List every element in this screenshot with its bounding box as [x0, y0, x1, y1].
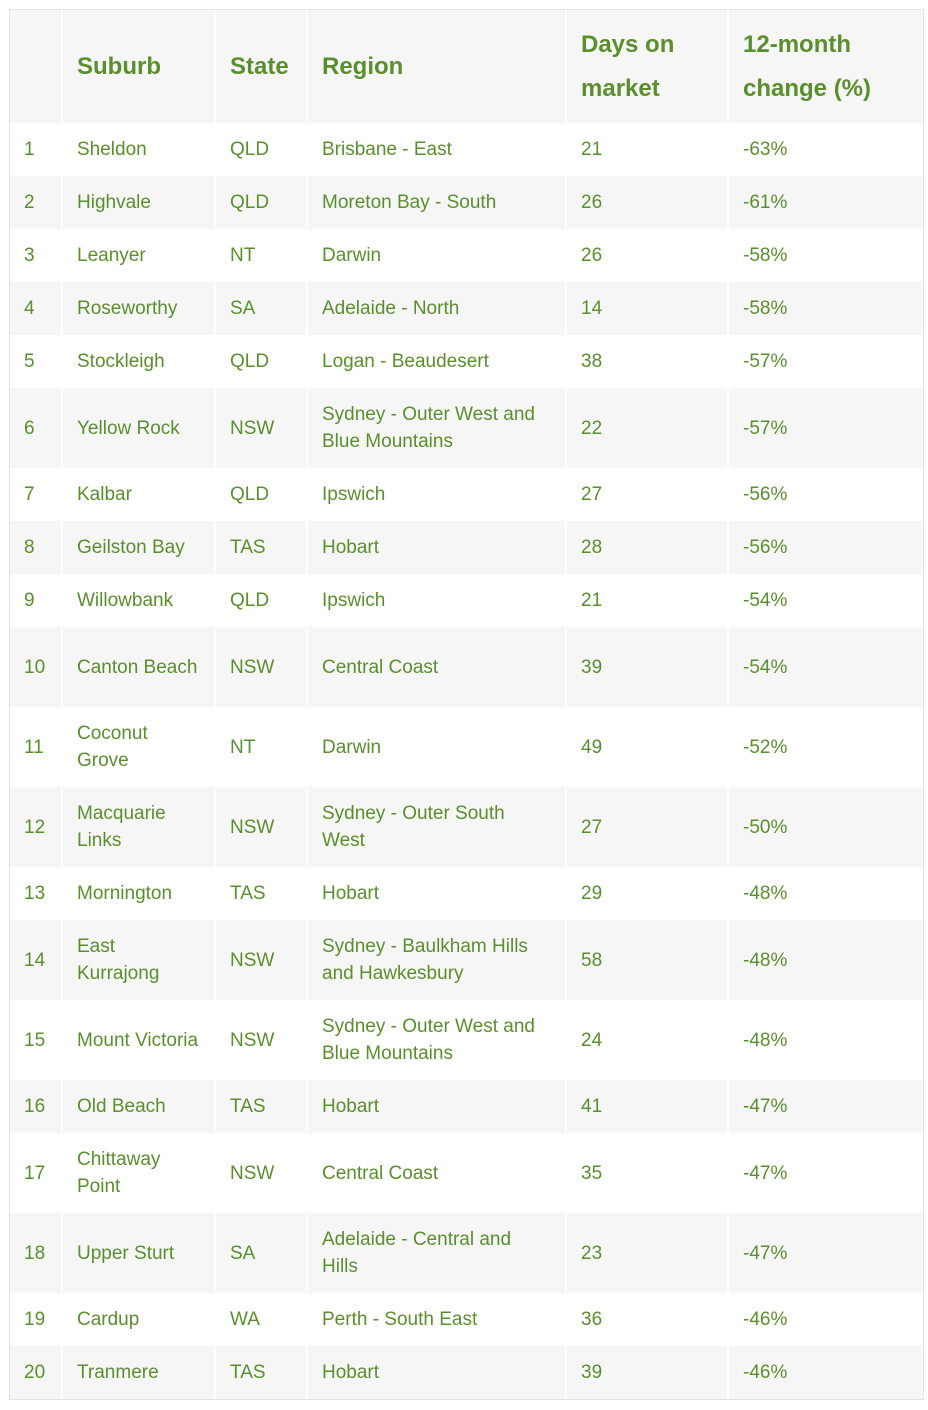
cell-12-month-change: -48%	[728, 867, 923, 920]
table-row	[10, 1080, 923, 1133]
table-row	[10, 468, 923, 521]
cell-12-month-change: -58%	[728, 229, 923, 282]
cell-region: Hobart	[307, 521, 566, 574]
table-row	[10, 388, 923, 468]
cell-rank: 20	[10, 1346, 62, 1399]
cell-region: Ipswich	[307, 574, 566, 627]
table-row	[10, 1213, 923, 1293]
cell-state: NT	[215, 707, 307, 787]
cell-suburb: Cardup	[62, 1293, 215, 1346]
cell-12-month-change: -47%	[728, 1080, 923, 1133]
cell-region: Adelaide - North	[307, 282, 566, 335]
cell-region: Central Coast	[307, 627, 566, 707]
cell-state: SA	[215, 1213, 307, 1293]
cell-12-month-change: -57%	[728, 388, 923, 468]
table-row	[10, 521, 923, 574]
cell-rank: 5	[10, 335, 62, 388]
cell-region: Sydney - Outer West and Blue Mountains	[307, 388, 566, 468]
cell-rank: 13	[10, 867, 62, 920]
cell-days-on-market: 26	[566, 176, 728, 229]
cell-rank: 16	[10, 1080, 62, 1133]
table-row	[10, 707, 923, 787]
cell-12-month-change: -46%	[728, 1346, 923, 1399]
cell-region: Darwin	[307, 229, 566, 282]
cell-days-on-market: 49	[566, 707, 728, 787]
cell-suburb: Upper Sturt	[62, 1213, 215, 1293]
cell-suburb: Macquarie Links	[62, 787, 215, 867]
cell-12-month-change: -57%	[728, 335, 923, 388]
table-row	[10, 787, 923, 867]
cell-rank: 6	[10, 388, 62, 468]
cell-state: NSW	[215, 388, 307, 468]
cell-12-month-change: -48%	[728, 1000, 923, 1080]
table-header	[10, 10, 923, 123]
cell-region: Perth - South East	[307, 1293, 566, 1346]
cell-suburb: East Kurrajong	[62, 920, 215, 1000]
cell-12-month-change: -54%	[728, 627, 923, 707]
cell-days-on-market: 39	[566, 627, 728, 707]
cell-12-month-change: -48%	[728, 920, 923, 1000]
table-row	[10, 1000, 923, 1080]
cell-rank: 1	[10, 123, 62, 176]
table-body	[10, 123, 923, 1399]
header-days-on-market: Days on market	[566, 10, 728, 123]
cell-state: NSW	[215, 920, 307, 1000]
cell-region: Ipswich	[307, 468, 566, 521]
cell-state: TAS	[215, 1080, 307, 1133]
cell-days-on-market: 39	[566, 1346, 728, 1399]
cell-rank: 11	[10, 707, 62, 787]
cell-region: Moreton Bay - South	[307, 176, 566, 229]
cell-state: QLD	[215, 123, 307, 176]
table-row	[10, 176, 923, 229]
cell-state: QLD	[215, 335, 307, 388]
cell-rank: 17	[10, 1133, 62, 1213]
cell-days-on-market: 27	[566, 468, 728, 521]
cell-suburb: Mount Victoria	[62, 1000, 215, 1080]
cell-12-month-change: -50%	[728, 787, 923, 867]
cell-suburb: Willowbank	[62, 574, 215, 627]
cell-region: Hobart	[307, 1346, 566, 1399]
cell-rank: 14	[10, 920, 62, 1000]
cell-days-on-market: 23	[566, 1213, 728, 1293]
cell-12-month-change: -56%	[728, 468, 923, 521]
cell-region: Sydney - Baulkham Hills and Hawkesbury	[307, 920, 566, 1000]
cell-12-month-change: -47%	[728, 1213, 923, 1293]
cell-days-on-market: 27	[566, 787, 728, 867]
cell-suburb: Roseworthy	[62, 282, 215, 335]
header-state: State	[215, 10, 307, 123]
header-row	[10, 10, 923, 123]
cell-days-on-market: 21	[566, 123, 728, 176]
cell-12-month-change: -61%	[728, 176, 923, 229]
cell-state: SA	[215, 282, 307, 335]
cell-rank: 19	[10, 1293, 62, 1346]
cell-state: QLD	[215, 468, 307, 521]
cell-suburb: Mornington	[62, 867, 215, 920]
table-row	[10, 867, 923, 920]
cell-suburb: Geilston Bay	[62, 521, 215, 574]
cell-state: QLD	[215, 176, 307, 229]
cell-state: NT	[215, 229, 307, 282]
cell-suburb: Old Beach	[62, 1080, 215, 1133]
cell-days-on-market: 21	[566, 574, 728, 627]
cell-rank: 18	[10, 1213, 62, 1293]
cell-region: Central Coast	[307, 1133, 566, 1213]
cell-state: WA	[215, 1293, 307, 1346]
header-rank	[10, 10, 62, 123]
cell-12-month-change: -54%	[728, 574, 923, 627]
cell-suburb: Stockleigh	[62, 335, 215, 388]
cell-suburb: Tranmere	[62, 1346, 215, 1399]
header-region: Region	[307, 10, 566, 123]
cell-12-month-change: -46%	[728, 1293, 923, 1346]
cell-suburb: Chittaway Point	[62, 1133, 215, 1213]
cell-rank: 9	[10, 574, 62, 627]
cell-state: NSW	[215, 627, 307, 707]
header-suburb: Suburb	[62, 10, 215, 123]
cell-region: Hobart	[307, 1080, 566, 1133]
cell-rank: 12	[10, 787, 62, 867]
cell-region: Brisbane - East	[307, 123, 566, 176]
suburb-table-container	[9, 9, 924, 1400]
cell-state: TAS	[215, 1346, 307, 1399]
header-12-month-change: 12-month change (%)	[728, 10, 923, 123]
cell-suburb: Sheldon	[62, 123, 215, 176]
cell-suburb: Leanyer	[62, 229, 215, 282]
cell-days-on-market: 14	[566, 282, 728, 335]
cell-state: NSW	[215, 1000, 307, 1080]
cell-region: Hobart	[307, 867, 566, 920]
cell-rank: 2	[10, 176, 62, 229]
cell-state: TAS	[215, 867, 307, 920]
cell-rank: 3	[10, 229, 62, 282]
cell-region: Sydney - Outer West and Blue Mountains	[307, 1000, 566, 1080]
table-row	[10, 1346, 923, 1399]
table-row	[10, 229, 923, 282]
table-row	[10, 1293, 923, 1346]
cell-rank: 10	[10, 627, 62, 707]
cell-rank: 8	[10, 521, 62, 574]
cell-12-month-change: -58%	[728, 282, 923, 335]
cell-12-month-change: -56%	[728, 521, 923, 574]
cell-days-on-market: 26	[566, 229, 728, 282]
table-row	[10, 920, 923, 1000]
cell-state: NSW	[215, 787, 307, 867]
cell-state: TAS	[215, 521, 307, 574]
cell-12-month-change: -47%	[728, 1133, 923, 1213]
table-row	[10, 574, 923, 627]
table-row	[10, 282, 923, 335]
cell-state: QLD	[215, 574, 307, 627]
cell-days-on-market: 41	[566, 1080, 728, 1133]
table-row	[10, 123, 923, 176]
cell-12-month-change: -63%	[728, 123, 923, 176]
cell-rank: 15	[10, 1000, 62, 1080]
suburb-table	[10, 10, 923, 1399]
cell-suburb: Canton Beach	[62, 627, 215, 707]
cell-region: Logan - Beaudesert	[307, 335, 566, 388]
table-row	[10, 335, 923, 388]
cell-days-on-market: 24	[566, 1000, 728, 1080]
cell-suburb: Coconut Grove	[62, 707, 215, 787]
cell-days-on-market: 35	[566, 1133, 728, 1213]
cell-suburb: Kalbar	[62, 468, 215, 521]
cell-region: Darwin	[307, 707, 566, 787]
table-row	[10, 627, 923, 707]
cell-region: Sydney - Outer South West	[307, 787, 566, 867]
cell-state: NSW	[215, 1133, 307, 1213]
cell-rank: 4	[10, 282, 62, 335]
cell-days-on-market: 28	[566, 521, 728, 574]
table-row	[10, 1133, 923, 1213]
cell-days-on-market: 36	[566, 1293, 728, 1346]
cell-days-on-market: 29	[566, 867, 728, 920]
cell-days-on-market: 58	[566, 920, 728, 1000]
cell-rank: 7	[10, 468, 62, 521]
cell-12-month-change: -52%	[728, 707, 923, 787]
cell-days-on-market: 38	[566, 335, 728, 388]
cell-suburb: Highvale	[62, 176, 215, 229]
cell-suburb: Yellow Rock	[62, 388, 215, 468]
cell-region: Adelaide - Central and Hills	[307, 1213, 566, 1293]
cell-days-on-market: 22	[566, 388, 728, 468]
